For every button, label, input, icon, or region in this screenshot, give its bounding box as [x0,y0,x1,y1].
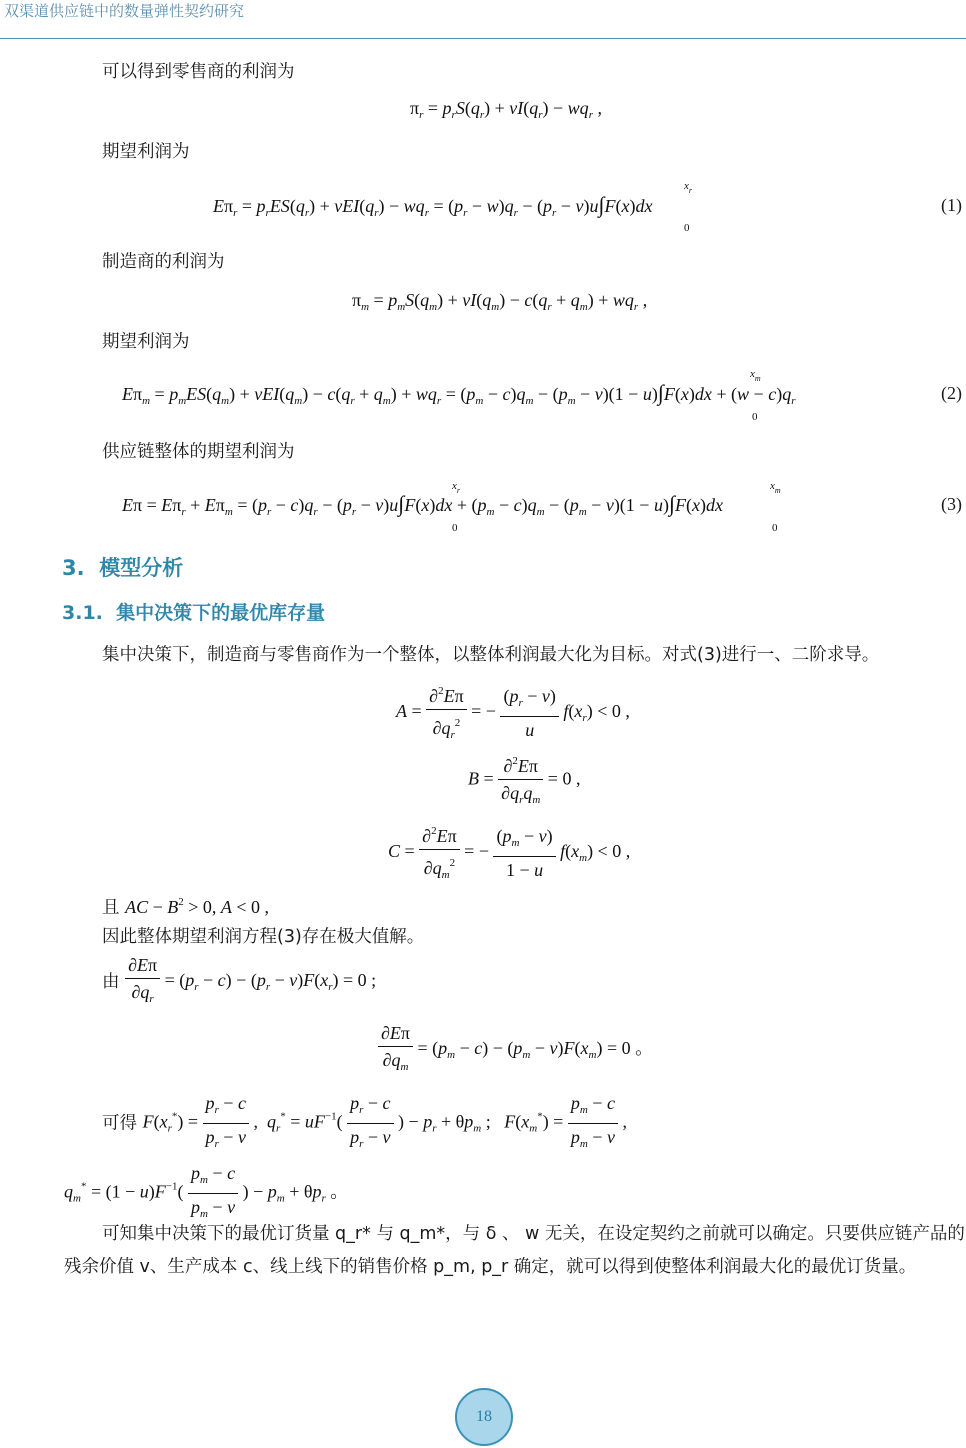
equation-manufacturer-profit: $\pi_m = p_mS(q_m) + vI(q_m) - c(q_r + q_m) + wq_r$ , [352,290,648,313]
equation-1: $E\pi_r = p_rES(q_r) + vEI(q_r) - wq_r = (p_r - w)q_r - (p_r - v)u\int F(x)dx$ [213,192,653,219]
section-3-heading [62,552,183,582]
equation-number-1: (1) [941,195,962,215]
integral-lower-limit: 0 [772,522,778,534]
equation-B: B = $\frac{\partial^2E\pi}{\partial q_rq_m}$ = 0 , [468,748,580,813]
integral-upper-limit: $x_m$ [750,368,761,383]
section-3-number: 3. [62,556,85,580]
section-3-1-title: 集中决策下的最优库存量 [116,602,326,624]
equation-A: A = $\frac{\partial^2E\pi}{\partial q_r^2}$ = − $\frac{(p_r - v)}{u}$ $f(x_r) < 0$ , [396,678,630,748]
conclusion-paragraph: 可知集中决策下的最优订货量 q_r* 与 q_m*，与 δ 、 w 无关，在设定契约之前就可以确定。只要供应链产品的残余价值 v、生产成本 c、线上线下的销售价格 p_m, p_r 确定，就可以得到使整体利润最大化的最优订货量。 [64,1224,965,1277]
header-rule [0,38,966,39]
equation-results: 可得 $F(x_r^*)$ = $\frac{p_r - c}{p_r - v}$ , $q_r^* = uF^{-1}$( $\frac{p_r - c}{p_r - v}$ ) − $p_r + \theta p_m$ ; $F(x_m^*)$ = $\frac{p_m - c}{p_m - v}$ , [102,1090,627,1157]
text-retailer-profit: 可以得到零售商的利润为 [102,62,295,82]
page-number: 18 [476,1408,492,1425]
integral-upper-limit: $x_r$ [684,180,693,195]
integral-lower-limit: 0 [452,522,458,534]
equation-2: $E\pi_m = p_mES(q_m) + vEI(q_m) - c(q_r + q_m) + wq_r = (p_m - c)q_m - (p_m - v)(1 - u)\int F(x)dx + (w - c)q_r$ [122,380,796,407]
equation-C: C = $\frac{\partial^2E\pi}{\partial q_m^2}$ = − $\frac{(p_m - v)}{1 - u}$ $f(x_m) < 0$ , [388,818,630,888]
section-3-title: 模型分析 [99,556,184,580]
equation-number-2: (2) [941,383,962,403]
text-manufacturer-profit: 制造商的利润为 [102,252,225,272]
integral-upper-limit: $x_r$ [452,480,461,495]
running-title: 双渠道供应链中的数量弹性契约研究 [4,2,245,20]
integral-lower-limit: 0 [684,222,690,234]
integral-upper-limit: $x_m$ [770,480,781,495]
integral-lower-limit: 0 [752,411,758,423]
section-3-1-heading [62,598,325,625]
equation-derivative-qm: $\frac{\partial E\pi}{\partial q_m}$ = $(p_m - c) - (p_m - v)F(x_m) = 0$ 。 [378,1020,653,1080]
from-prefix: 由 [102,972,120,992]
equation-retailer-profit: $\pi_r = p_rS(q_r) + vI(q_r) - wq_r$ , [410,98,602,121]
equation-number-3: (3) [941,494,962,514]
text-maximum-note: 因此整体期望利润方程(3)存在极大值解。 [102,927,425,947]
text-expected-profit-2: 期望利润为 [102,332,190,352]
text-chain-profit: 供应链整体的期望利润为 [102,442,295,462]
obtain-prefix: 可得 [102,1113,137,1134]
text-expected-profit-1: 期望利润为 [102,142,190,162]
equation-qm-optimal: $q_m^* = (1 - u)F^{-1}$( $\frac{p_m - c}{p_m - v}$ ) − $p_m + \theta p_r$ 。 [64,1160,348,1227]
text-condition: 且 AC − $B^2 > 0$, A < 0 , [102,896,270,918]
and-prefix: 且 [102,898,120,918]
text-central-intro: 集中决策下，制造商与零售商作为一个整体，以整体利润最大化为目标。对式(3)进行一、二阶求导。 [102,645,880,665]
section-3-1-number: 3.1. [62,602,103,624]
equation-derivative-qr: 由 $\frac{\partial E\pi}{\partial q_r}$ = $(p_r - c) - (p_r - v)F(x_r) = 0$ ; [102,952,376,1012]
page-number-badge [455,1388,513,1446]
equation-3: $E\pi = E\pi_r + E\pi_m = (p_r - c)q_r - (p_r - v)u\int F(x)dx + (p_m - c)q_m - (p_m - v)(1 - u)\int F(x)dx$ [122,491,723,518]
